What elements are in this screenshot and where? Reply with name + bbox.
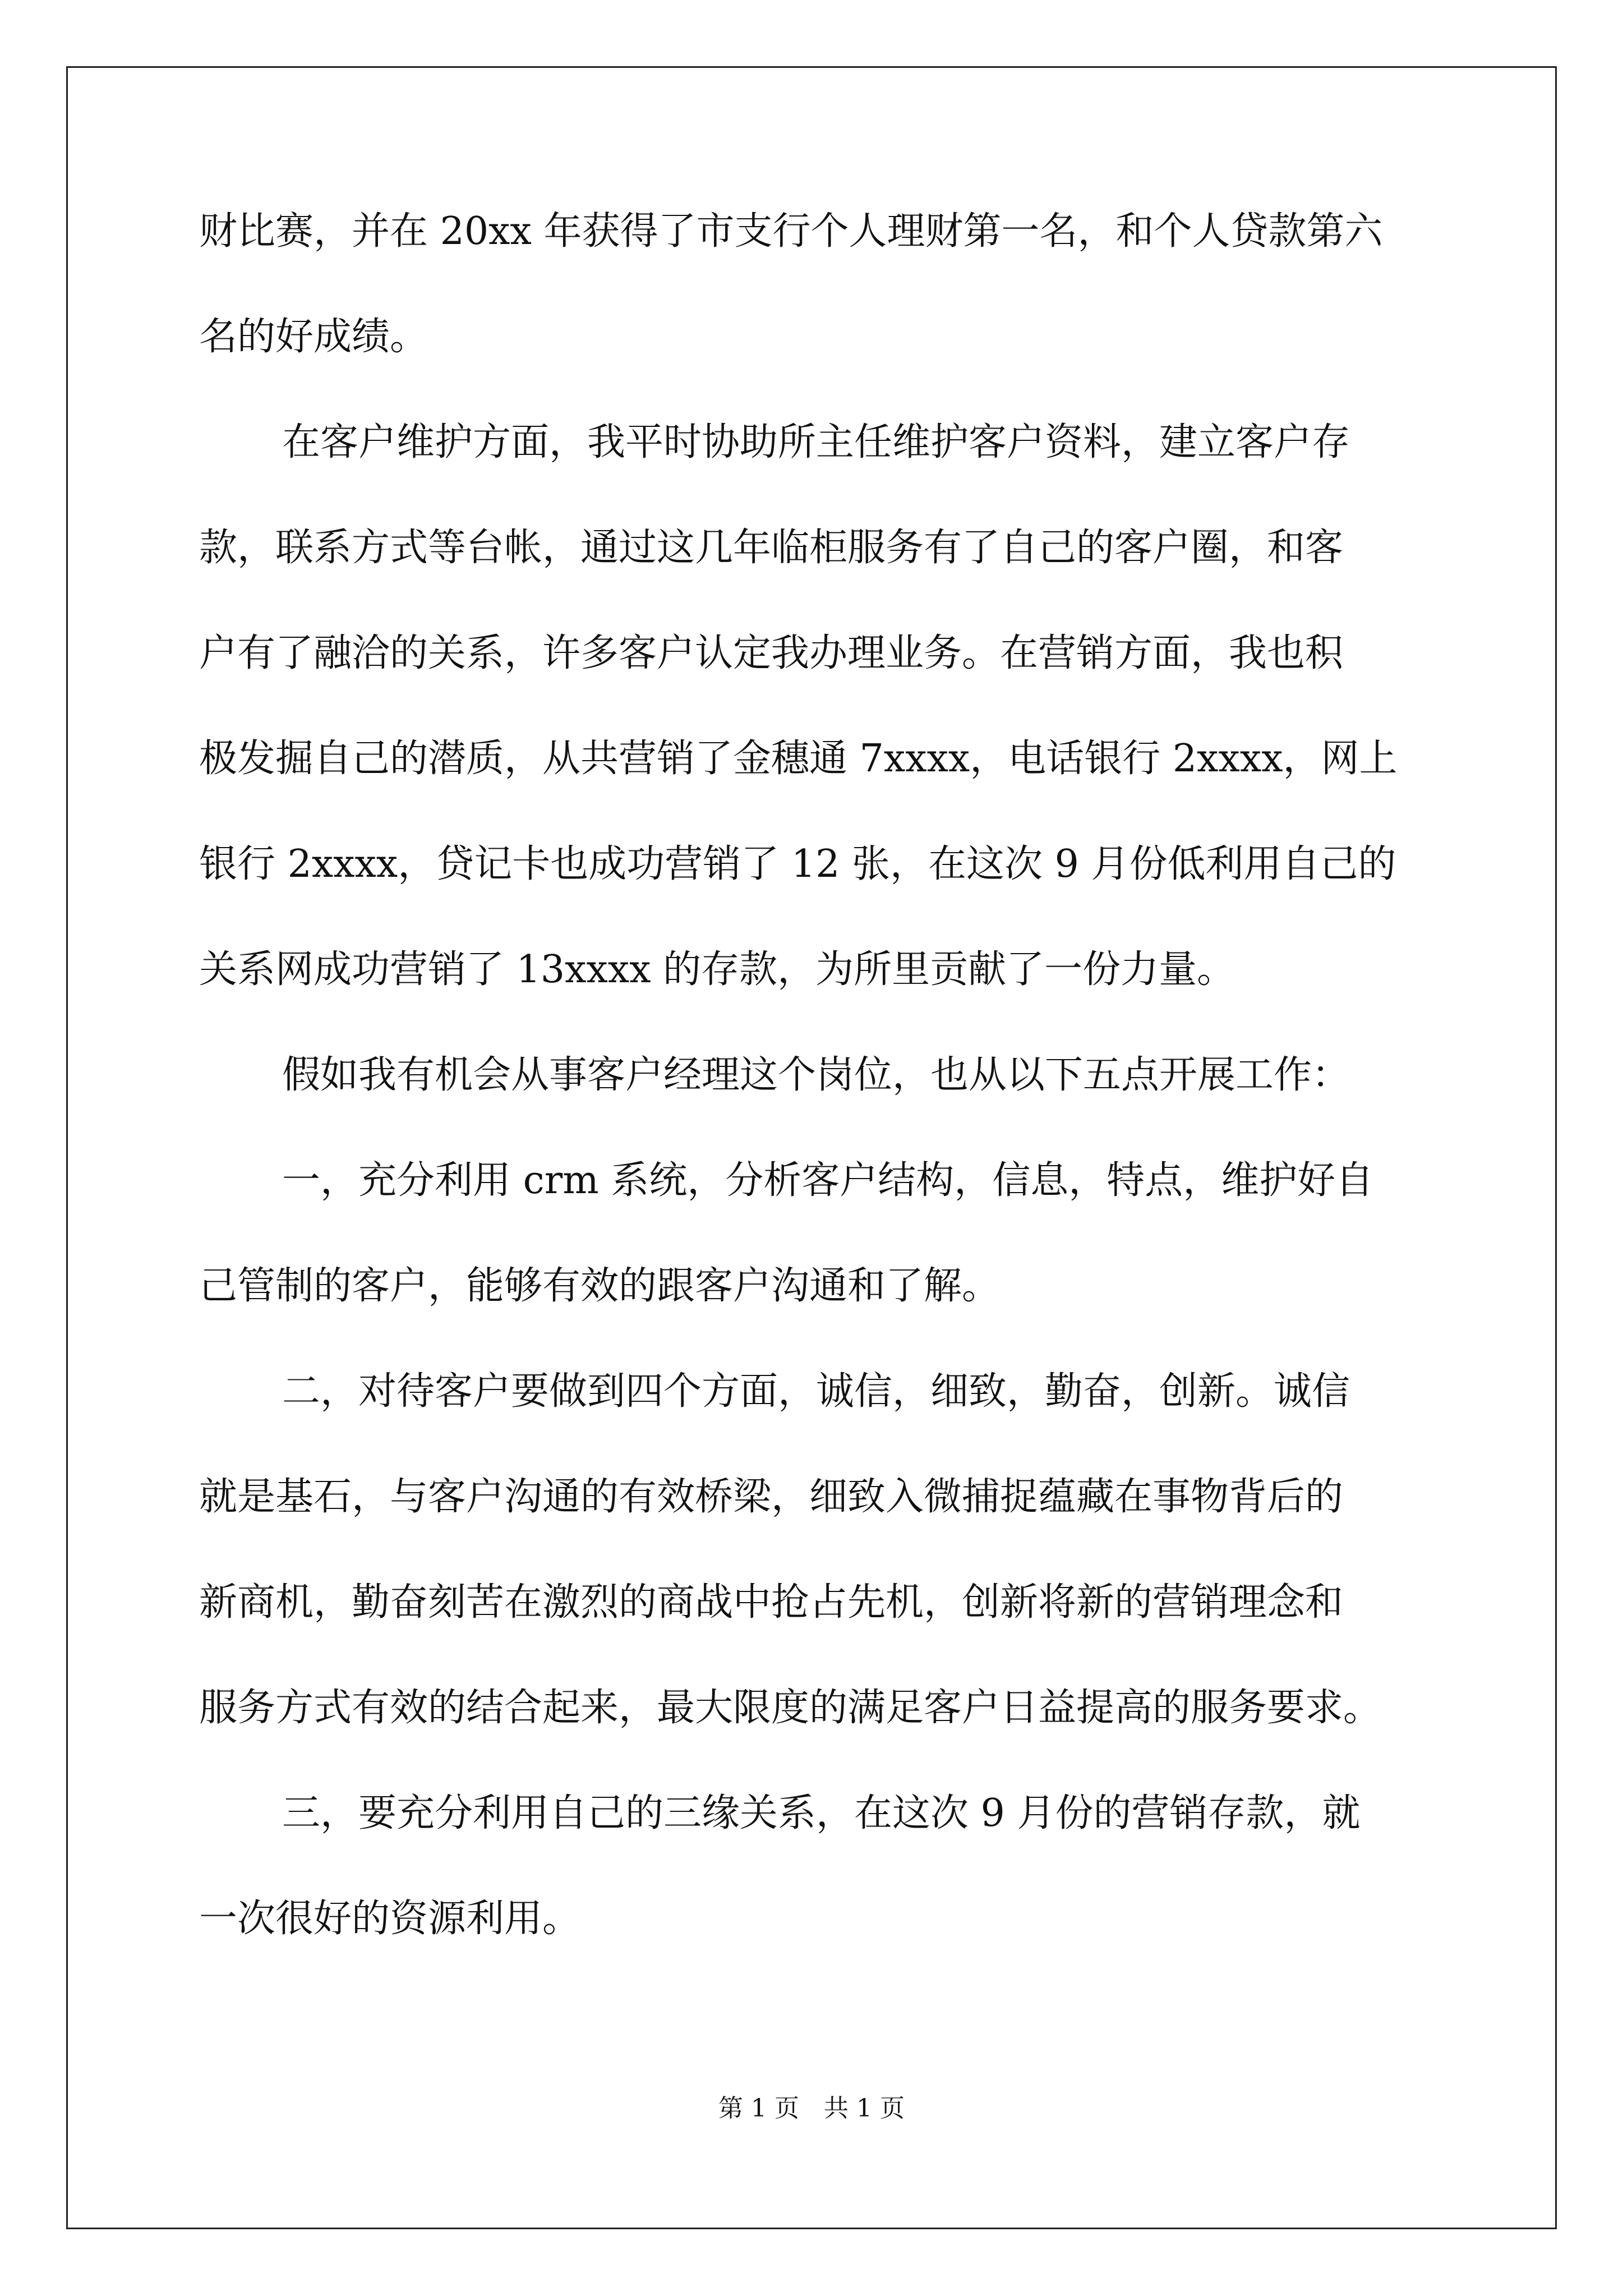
text-line: 假如我有机会从事客户经理这个岗位，也从以下五点开展工作： (282, 1054, 1350, 1096)
text-line: 在客户维护方面，我平时协助所主任维护客户资料，建立客户存 (282, 421, 1350, 463)
text-line: 一，充分利用 crm 系统，分析客户结构，信息，特点，维护好自 (282, 1159, 1374, 1202)
text-line: 户有了融洽的关系，许多客户认定我办理业务。在营销方面，我也积 (199, 632, 1344, 674)
text-line: 二，对待客户要做到四个方面，诚信，细致，勤奋，创新。诚信 (282, 1370, 1350, 1412)
text-line: 服务方式有效的结合起来，最大限度的满足客户日益提高的服务要求。 (199, 1687, 1382, 1729)
text-line: 名的好成绩。 (199, 316, 428, 358)
text-line: 银行 2xxxx，贷记卡也成功营销了 12 张，在这次 9 月份低利用自己的 (199, 843, 1396, 885)
text-line: 极发掘自己的潜质，从共营销了金穗通 7xxxx，电话银行 2xxxx，网上 (199, 738, 1398, 780)
text-line: 就是基石，与客户沟通的有效桥梁，细致入微捕捉蕴藏在事物背后的 (199, 1476, 1344, 1518)
page-number-footer: 第 1 页 共 1 页 (718, 2094, 905, 2123)
text-line: 一次很好的资源利用。 (199, 1898, 581, 1940)
document-body (199, 210, 1427, 1940)
text-line: 款，联系方式等台帐，通过这几年临柜服务有了自己的客户圈，和客 (199, 527, 1344, 569)
text-line: 关系网成功营销了 13xxxx 的存款，为所里贡献了一份力量。 (199, 949, 1235, 991)
text-line: 新商机，勤奋刻苦在激烈的商战中抢占先机，创新将新的营销理念和 (199, 1581, 1344, 1623)
text-line: 财比赛，并在 20xx 年获得了市支行个人理财第一名，和个人贷款第六 (199, 210, 1383, 252)
text-line: 三，要充分利用自己的三缘关系，在这次 9 月份的营销存款，就 (282, 1792, 1361, 1834)
text-line: 己管制的客户，能够有效的跟客户沟通和了解。 (199, 1265, 1000, 1307)
